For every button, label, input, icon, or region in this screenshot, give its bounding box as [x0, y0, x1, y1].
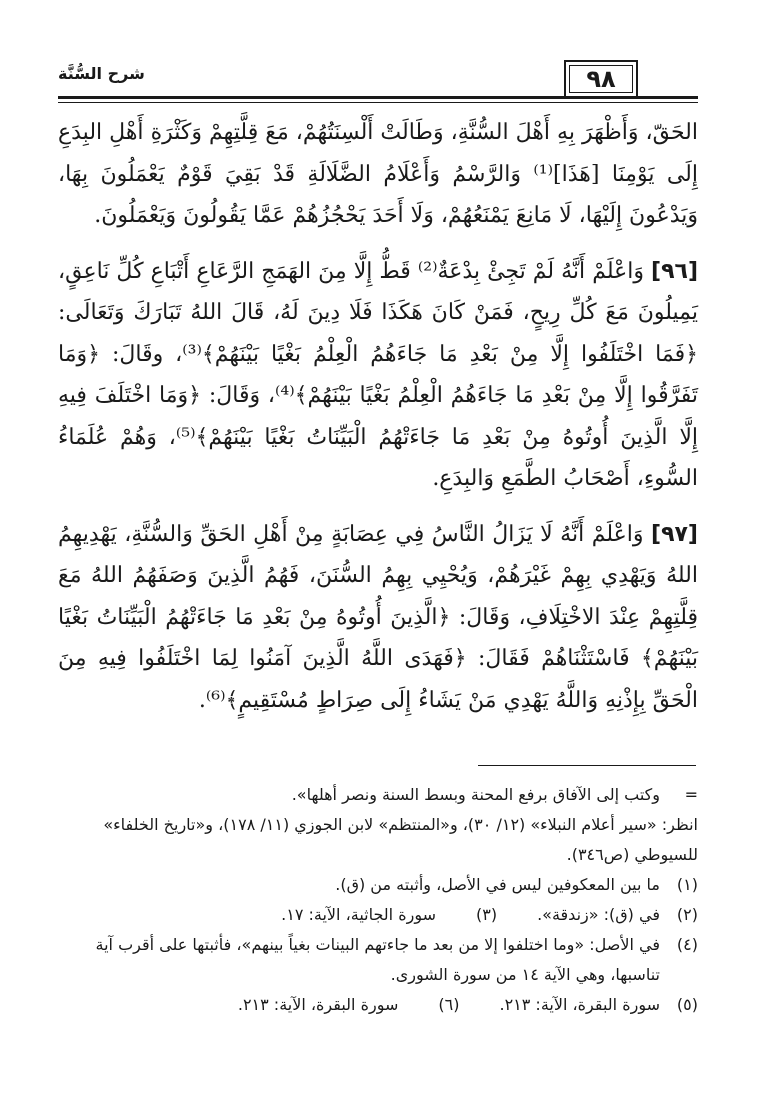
- footnote-continued: [58, 780, 698, 810]
- footnote-2-3: [58, 900, 698, 930]
- page-number: ٩٨: [564, 60, 638, 98]
- paragraph-96: [58, 251, 698, 500]
- footnote-text: وكتب إلى الآفاق برفع المحنة وبسط السنة ونصر أهلها».: [291, 785, 660, 804]
- footnote-mark: (٥): [676, 995, 698, 1014]
- page-header: [58, 56, 698, 102]
- main-text: [58, 112, 698, 721]
- footnote-mark: (٢): [676, 905, 698, 924]
- footnotes: [58, 780, 698, 1020]
- paragraph-97-text: وَاعْلَمْ أَنَّهُ لَا يَزَالُ النَّاسُ فِي عِصَابَةٍ مِنْ أَهْلِ الحَقِّ وَالسُّنَّةِ، يَهْدِيهِمُ اللهُ وَيَهْدِي بِهِمْ غَيْرَهُمْ، وَيُحْيِي بِهِمُ السُّنَنَ، فَهُمُ الَّذِينَ وَصَفَهُمُ اللهُ مَعَ قِلَّتِهِمْ عِنْدَ الاخْتِلَافِ، وَقَالَ: ﴿الَّذِينَ أُوتُوهُ مِنْ بَعْدِ مَا جَاءَتْهُمُ الْبَيِّنَاتُ بَغْيًا بَيْنَهُمْ﴾ فَاسْتَثْنَاهُمْ فَقَالَ: ﴿فَهَدَى اللَّهُ الَّذِينَ آمَنُوا لِمَا اخْتَلَفُوا فِيهِ مِنَ الْحَقِّ بِإِذْنِهِ وَاللَّهُ يَهْدِي مَنْ يَشَاءُ إِلَى صِرَاطٍ مُسْتَقِيمٍ﴾⁽⁶⁾.: [58, 521, 698, 713]
- footnote-text: سورة الجاثية، الآية: ١٧.: [281, 905, 436, 924]
- footnote-mark: (٦): [438, 995, 460, 1014]
- footnote-text: في (ق): «زندقة».: [537, 905, 660, 924]
- section-number-97: [٩٧]: [651, 521, 698, 547]
- header-rule: [58, 96, 698, 99]
- section-number-96: [٩٦]: [651, 258, 699, 284]
- running-title: شرح السُّنَّة: [58, 64, 145, 83]
- footnote-separator: [478, 765, 696, 766]
- footnote-5-6: [58, 990, 698, 1020]
- footnote-mark: =: [684, 785, 698, 804]
- footnote-text: ما بين المعكوفين ليس في الأصل، وأثبته من (ق).: [335, 875, 660, 894]
- footnote-4: [58, 930, 698, 990]
- footnote-1: [58, 870, 698, 900]
- footnote-text: في الأصل: «وما اختلفوا إلا من بعد ما جاءتهم البينات بغياً بينهم»، فأثبتها على أقرب آية تناسبها، وهي الآية ١٤ من سورة الشورى.: [95, 935, 660, 984]
- footnote-mark: (١): [676, 875, 698, 894]
- footnote-text: سورة البقرة، الآية: ٢١٣.: [237, 995, 399, 1014]
- paragraph-97: [58, 514, 698, 722]
- footnote-text: سورة البقرة، الآية: ٢١٣.: [499, 995, 660, 1014]
- footnote-continued-2: [58, 810, 698, 870]
- header-rule-thin: [58, 102, 698, 103]
- paragraph-1: الحَقّ، وَأَظْهَرَ بِهِ أَهْلَ السُّنَّةِ، وَطَالَتْ أَلْسِنَتُهُمْ، مَعَ قِلَّتِهِمْ وَكَثْرَةِ أَهْلِ البِدَعِ إِلَى يَوْمِنَا [هَذَا]⁽¹⁾ وَالرَّسْمُ وَأَعْلَامُ الضَّلَالَةِ قَدْ بَقِيَ قَوْمٌ يَعْمَلُونَ بِهَا، وَيَدْعُونَ إِلَيْهَا، لَا مَانِعَ يَمْنَعُهُمْ، وَلَا أَحَدَ يَحْجُزُهُمْ عَمَّا يَقُولُونَ وَيَعْمَلُونَ.: [58, 120, 699, 228]
- paragraph-96-text: وَاعْلَمْ أَنَّهُ لَمْ تَجِئْ بِدْعَةٌ⁽²⁾ قَطُّ إِلَّا مِنَ الهَمَجِ الرَّعَاعِ أَتْبَاعِ كُلِّ نَاعِقٍ، يَمِيلُونَ مَعَ كُلِّ رِيحٍ، فَمَنْ كَانَ هَكَذَا فَلَا دِينَ لَهُ، قَالَ اللهُ تَبَارَكَ وَتَعَالَى: ﴿فَمَا اخْتَلَفُوا إِلَّا مِنْ بَعْدِ مَا جَاءَهُمُ الْعِلْمُ بَغْيًا بَيْنَهُمْ﴾⁽³⁾، وقَالَ: ﴿وَمَا تَفَرَّقُوا إِلَّا مِنْ بَعْدِ مَا جَاءَهُمُ الْعِلْمُ بَغْيًا بَيْنَهُمْ﴾⁽⁴⁾، وَقَالَ: ﴿وَمَا اخْتَلَفَ فِيهِ إِلَّا الَّذِينَ أُوتُوهُ مِنْ بَعْدِ مَا جَاءَتْهُمُ الْبَيِّنَاتُ بَغْيًا بَيْنَهُمْ﴾⁽⁵⁾، وَهُمْ عُلَمَاءُ السُّوءِ، أَصْحَابُ الطَّمَعِ وَالبِدَعِ.: [58, 258, 699, 491]
- footnote-mark: (٣): [475, 905, 498, 924]
- footnote-text: انظر: «سير أعلام النبلاء» (١٢/ ٣٠)، و«المنتظم» لابن الجوزي (١١/ ١٧٨)، و«تاريخ الخلفاء» للسيوطي (ص٣٤٦).: [103, 815, 698, 864]
- footnote-mark: (٤): [676, 935, 698, 954]
